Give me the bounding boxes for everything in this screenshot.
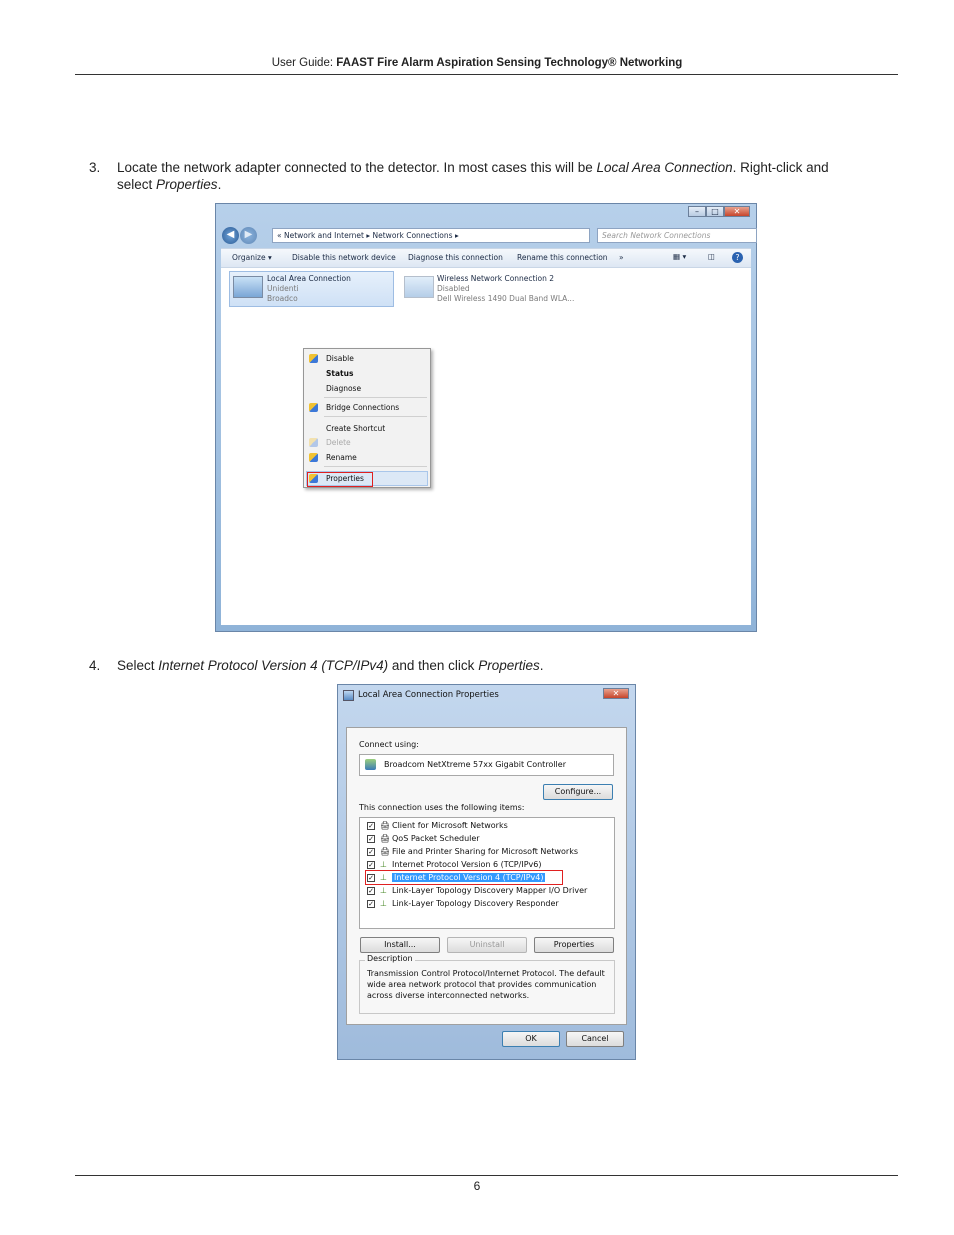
header-title: FAAST Fire Alarm Aspiration Sensing Technology® Networking — [336, 57, 683, 69]
adapter-name: Broadcom NetXtreme 57xx Gigabit Controller — [384, 760, 566, 769]
connection-properties-screenshot — [337, 684, 636, 1060]
footer-rule — [75, 1175, 898, 1176]
menu-item-disable[interactable]: Disable — [326, 354, 354, 363]
address-bar[interactable] — [272, 228, 590, 243]
page-number: 6 — [473, 1179, 481, 1193]
context-menu — [303, 348, 431, 488]
step-4-number: 4. — [89, 658, 101, 673]
configure-button[interactable]: Configure... — [543, 784, 613, 800]
list-item[interactable]: QoS Packet Scheduler — [392, 834, 480, 843]
ipv4-highlight-box — [365, 870, 563, 885]
connect-using-label: Connect using: — [359, 740, 419, 749]
close-button[interactable]: ✕ — [724, 206, 750, 217]
shield-icon — [309, 354, 318, 363]
networking-panel — [346, 727, 627, 1025]
navigation-bar — [222, 226, 752, 246]
organize-menu[interactable]: Organize ▾ — [232, 253, 272, 262]
client-icon: 🖨 — [380, 821, 391, 830]
more-commands-button[interactable]: » — [619, 253, 624, 262]
protocol-icon: ⊥ — [380, 860, 387, 869]
disable-device-button[interactable]: Disable this network device — [292, 253, 396, 262]
help-icon[interactable]: ? — [732, 252, 743, 263]
service-icon: 🖨 — [380, 847, 391, 856]
search-input[interactable]: Search Network Connections — [597, 228, 757, 243]
wireless-connection-device: Dell Wireless 1490 Dual Band WLA... — [437, 294, 575, 303]
checkbox[interactable]: ✓ — [368, 848, 374, 856]
checkbox[interactable]: ✓ — [368, 835, 374, 843]
ok-button[interactable]: OK — [502, 1031, 560, 1047]
local-connection-name: Local Area Connection — [267, 274, 351, 283]
checkbox[interactable]: ✓ — [368, 900, 374, 908]
properties-button[interactable]: Properties — [534, 937, 614, 953]
step-3-text: Locate the network adapter connected to the detector. In most cases this will be Local Area Connection. Right-click and select Properties. — [117, 160, 829, 192]
protocol-icon: ⊥ — [380, 873, 387, 882]
network-icon — [343, 690, 354, 701]
preview-pane-icon[interactable]: ◫ — [708, 252, 716, 261]
adapter-field — [359, 754, 614, 776]
shield-icon — [309, 403, 318, 412]
items-label: This connection uses the following items: — [359, 803, 525, 812]
wireless-connection-name[interactable]: Wireless Network Connection 2 — [437, 274, 555, 283]
dialog-title: Local Area Connection Properties — [358, 690, 499, 700]
page-header — [0, 57, 954, 69]
uninstall-button: Uninstall — [447, 937, 527, 953]
service-icon: 🖨 — [380, 834, 391, 843]
checkbox[interactable]: ✓ — [368, 861, 374, 869]
wireless-adapter-icon — [404, 276, 434, 298]
list-item-selected[interactable]: Internet Protocol Version 4 (TCP/IPv4) — [394, 873, 544, 882]
shield-icon — [309, 438, 318, 447]
menu-item-properties[interactable]: Properties — [326, 474, 364, 483]
maximize-button[interactable]: □ — [706, 206, 724, 217]
wireless-connection-status: Disabled — [437, 284, 470, 293]
list-item[interactable]: Link-Layer Topology Discovery Responder — [392, 899, 559, 908]
menu-separator — [324, 397, 427, 398]
step-3-number: 3. — [89, 160, 101, 175]
view-options-icon[interactable]: ▦ ▾ — [673, 252, 687, 261]
breadcrumb-network-connections[interactable]: Network Connections — [372, 231, 453, 240]
menu-item-diagnose[interactable]: Diagnose — [326, 384, 362, 393]
diagnose-button[interactable]: Diagnose this connection — [408, 253, 503, 262]
header-prefix: User Guide: — [271, 57, 337, 69]
menu-separator — [324, 416, 427, 417]
list-item[interactable]: Internet Protocol Version 6 (TCP/IPv6) — [392, 860, 542, 869]
connections-list — [221, 268, 751, 625]
protocol-icon: ⊥ — [380, 899, 387, 908]
properties-highlight-box — [307, 472, 373, 487]
close-button[interactable]: ✕ — [603, 688, 629, 699]
list-item[interactable]: Client for Microsoft Networks — [392, 821, 508, 830]
protocol-icon: ⊥ — [380, 886, 387, 895]
menu-item-bridge-connections[interactable]: Bridge Connections — [326, 403, 400, 412]
adapter-icon — [365, 759, 376, 770]
breadcrumb-network-and-internet[interactable]: Network and Internet — [283, 231, 364, 240]
header-rule — [75, 74, 898, 75]
rename-button[interactable]: Rename this connection — [517, 253, 608, 262]
checkbox[interactable]: ✓ — [368, 874, 374, 882]
list-item[interactable]: Link-Layer Topology Discovery Mapper I/O Driver — [392, 886, 588, 895]
network-adapter-icon — [233, 276, 263, 298]
install-button[interactable]: Install... — [360, 937, 440, 953]
list-item[interactable]: File and Printer Sharing for Microsoft Networks — [392, 847, 578, 856]
checkbox[interactable]: ✓ — [368, 822, 374, 830]
local-connection-status: Unidenti — [267, 284, 299, 293]
minimize-button[interactable]: – — [688, 206, 706, 217]
breadcrumb: « Network and Internet ▸ Network Connections ▸ — [277, 231, 459, 240]
menu-item-delete: Delete — [326, 438, 351, 447]
checkbox[interactable]: ✓ — [368, 887, 374, 895]
local-connection-device: Broadco — [267, 294, 298, 303]
step-4-text: Select Internet Protocol Version 4 (TCP/IPv4) and then click Properties. — [117, 658, 544, 673]
command-bar — [221, 248, 751, 268]
menu-item-status[interactable]: Status — [326, 369, 354, 378]
menu-item-rename[interactable]: Rename — [326, 453, 357, 462]
cancel-button[interactable]: Cancel — [566, 1031, 624, 1047]
window-controls — [688, 206, 750, 217]
network-connections-screenshot — [215, 203, 757, 632]
shield-icon — [309, 453, 318, 462]
description-text: Transmission Control Protocol/Internet Protocol. The default wide area network protocol that provides communication across diverse interconnected networks. — [367, 969, 605, 1000]
forward-arrow-icon[interactable]: ▶ — [240, 227, 257, 244]
back-arrow-icon[interactable]: ◀ — [222, 227, 239, 244]
menu-item-create-shortcut[interactable]: Create Shortcut — [326, 424, 386, 433]
description-label: Description — [367, 954, 413, 963]
menu-separator — [324, 466, 427, 467]
